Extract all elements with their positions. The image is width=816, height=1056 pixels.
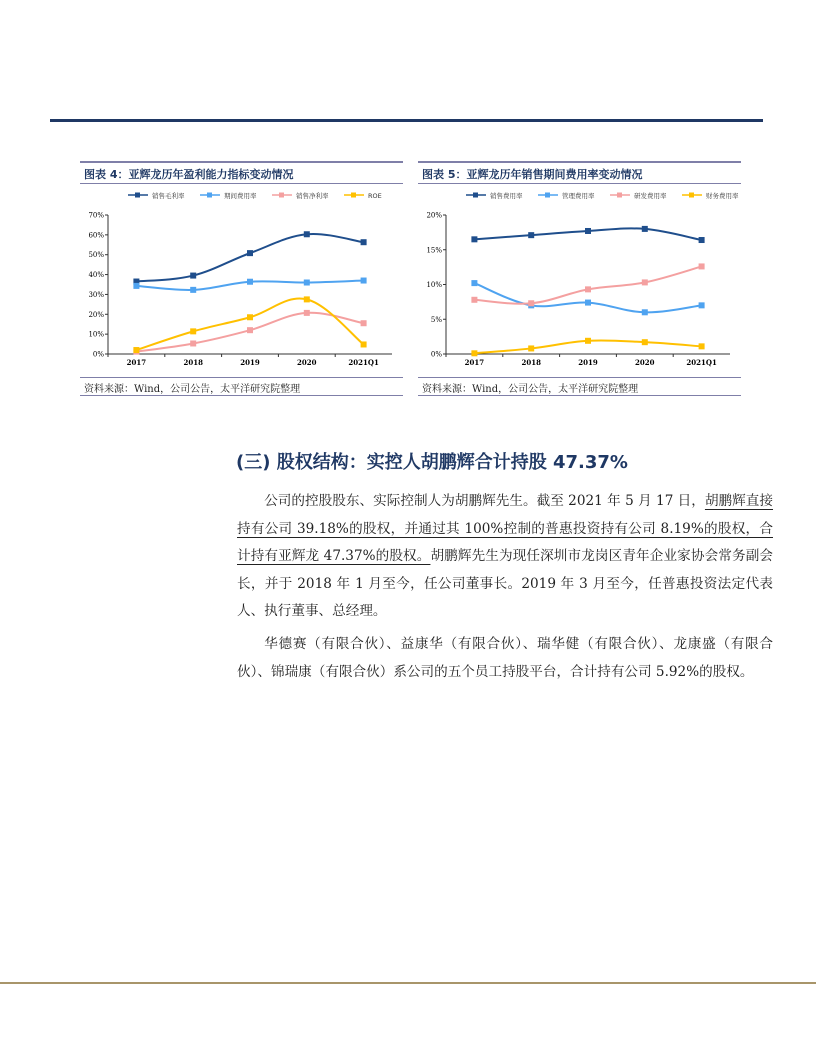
figure-4 — [80, 161, 403, 395]
data-point — [642, 339, 648, 345]
data-point — [528, 345, 534, 351]
x-tick-label: 2021Q1 — [686, 358, 717, 367]
chart-profitability — [80, 183, 403, 377]
data-point — [304, 231, 310, 237]
y-tick-label: 5% — [430, 315, 442, 324]
data-point — [642, 309, 648, 315]
legend-label: 销售净利率 — [296, 192, 329, 200]
legend-label: 财务费用率 — [706, 192, 739, 200]
figure-title: 图表 4：亚辉龙历年盈利能力指标变动情况 — [84, 168, 294, 181]
figure-source: 资料来源：Wind，公司公告，太平洋研究院整理 — [84, 384, 301, 395]
x-tick-label: 2019 — [240, 358, 260, 367]
data-point — [585, 228, 591, 234]
x-tick-label: 2018 — [183, 358, 203, 367]
data-point — [361, 278, 367, 284]
legend-label: 管理费用率 — [562, 192, 595, 200]
data-point — [133, 283, 139, 289]
data-point — [528, 300, 534, 306]
data-point — [304, 280, 310, 286]
data-point — [247, 250, 253, 256]
data-point — [471, 280, 477, 286]
data-point — [190, 287, 196, 293]
x-tick-label: 2017 — [464, 358, 485, 367]
data-point — [585, 300, 591, 306]
data-point — [190, 273, 196, 279]
series-line — [136, 234, 363, 282]
y-tick-label: 15% — [426, 246, 442, 255]
y-tick-label: 70% — [88, 211, 104, 220]
legend-marker — [135, 193, 140, 198]
data-point — [585, 338, 591, 344]
series-line — [136, 299, 363, 351]
underlined-text: 胡鹏辉直接持有公司 39.18%的股权，并通过其 100%控制的普惠投资持有公司 8.19%的股权，合计持有亚辉龙 47.37%的股权。 — [237, 493, 774, 564]
y-tick-label: 40% — [88, 271, 104, 280]
data-point — [247, 279, 253, 285]
section-title: (三) 股权结构：实控人胡鹏辉合计持股 47.37% — [236, 452, 628, 473]
x-tick-label: 2021Q1 — [348, 358, 379, 367]
legend-marker — [351, 193, 356, 198]
footer-rule — [0, 982, 816, 984]
y-tick-label: 10% — [426, 281, 442, 289]
x-tick-label: 2019 — [578, 358, 598, 367]
paragraph-esop: 华德赛（有限合伙）、益康华（有限合伙）、瑞华健（有限合伙）、龙康盛（有限合伙）、锦瑞康（有限合伙）系公司的五个员工持股平台，合计持有公司 5.92%的股权。 — [237, 636, 773, 680]
legend-label: 研发费用率 — [634, 192, 667, 200]
y-tick-label: 50% — [88, 251, 104, 260]
data-point — [642, 226, 648, 232]
data-point — [471, 297, 477, 303]
legend-marker — [617, 193, 622, 198]
legend-label: 销售毛利率 — [152, 192, 185, 200]
y-tick-label: 0% — [92, 350, 104, 359]
paragraph-shareholder: 公司的控股股东、实际控制人为胡鹏辉先生。截至 2021 年 5 月 17 日，胡鹏辉直接持有公司 39.18%的股权，并通过其 100%控制的普惠投资持有公司 8.19%的股权，合计持有亚辉龙 47.37%的股权。胡鹏辉先生为现任深圳市龙岗区青年企业家协会常务副会长，并于 2018 年 1 月至今，任公司董事长。2019 年 3 月至今，任普惠投资法定代表人、执行董事、总经理。 — [237, 493, 774, 619]
x-tick-label: 2018 — [521, 358, 541, 367]
data-point — [471, 236, 477, 242]
data-point — [642, 279, 648, 285]
legend-label: ROE — [368, 192, 382, 200]
data-point — [699, 237, 705, 243]
data-point — [133, 347, 139, 353]
data-point — [304, 296, 310, 302]
header-rule — [50, 119, 763, 122]
y-tick-label: 20% — [426, 211, 442, 220]
x-tick-label: 2020 — [297, 358, 317, 367]
y-tick-label: 30% — [88, 290, 104, 299]
figure-source: 资料来源：Wind，公司公告，太平洋研究院整理 — [422, 384, 639, 395]
legend-label: 期间费用率 — [224, 192, 257, 200]
chart-expense-ratios — [418, 183, 741, 377]
data-point — [247, 327, 253, 333]
data-point — [361, 239, 367, 245]
data-point — [528, 232, 534, 238]
legend-marker — [689, 193, 694, 198]
data-point — [361, 320, 367, 326]
data-point — [304, 310, 310, 316]
y-tick-label: 10% — [88, 330, 104, 339]
data-point — [190, 328, 196, 334]
data-point — [190, 340, 196, 346]
legend-marker — [207, 193, 212, 198]
data-point — [471, 350, 477, 356]
data-point — [585, 286, 591, 292]
legend-marker — [473, 193, 478, 198]
data-point — [699, 263, 705, 269]
y-tick-label: 60% — [88, 231, 104, 240]
data-point — [361, 341, 367, 347]
y-tick-label: 0% — [430, 350, 442, 359]
data-point — [699, 343, 705, 349]
x-tick-label: 2017 — [126, 358, 147, 367]
legend-marker — [545, 193, 550, 198]
y-tick-label: 20% — [88, 310, 104, 319]
legend-label: 销售费用率 — [490, 192, 523, 200]
data-point — [247, 314, 253, 320]
x-tick-label: 2020 — [635, 358, 655, 367]
legend-marker — [279, 193, 284, 198]
figure-title: 图表 5：亚辉龙历年销售期间费用率变动情况 — [422, 168, 643, 181]
figure-5 — [418, 161, 741, 395]
data-point — [699, 302, 705, 308]
